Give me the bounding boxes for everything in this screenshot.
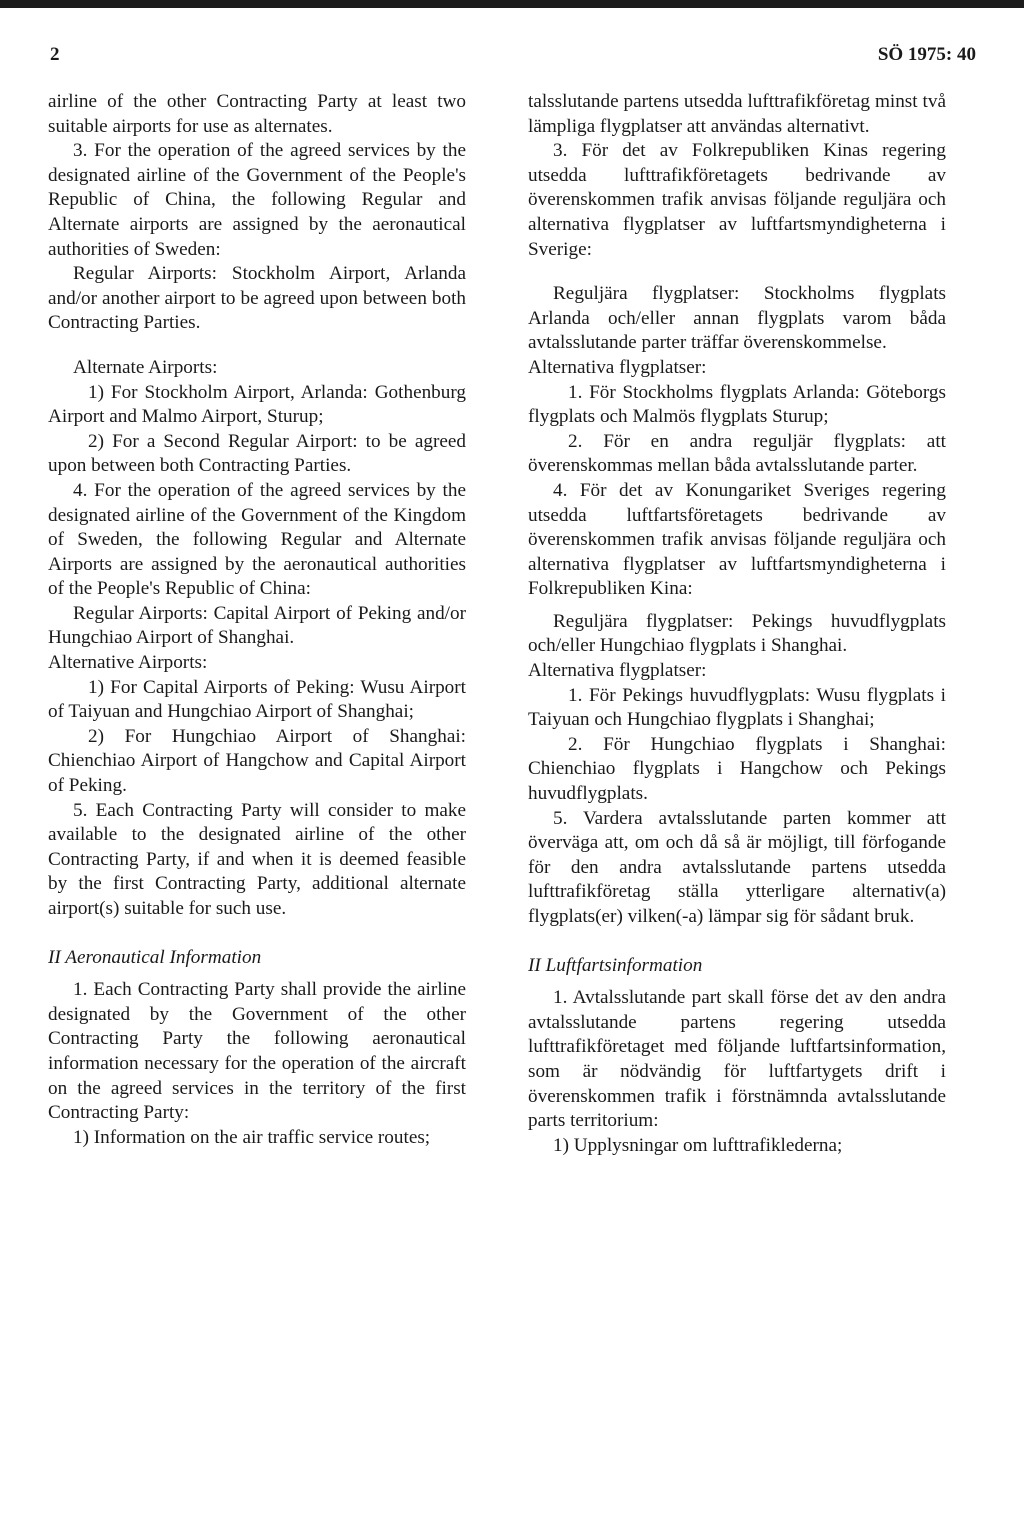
en-section-heading: II Aeronautical Information bbox=[48, 946, 262, 968]
en-section-2-paragraph-1: 1. Each Contracting Party shall provide the airline designated by the Government of the other Contracting Party the following aeronautical information necessary for the operation of the aircraft on the agreed services in the territory of the first Contracting Party: bbox=[48, 979, 466, 1124]
sv-p3-alternative-label: Alternativa flygplatser: bbox=[528, 356, 707, 378]
en-p3-regular-airports: Regular Airports: Stockholm Airport, Arlanda and/or another airport to be agreed upon between both Contracting Parties. bbox=[48, 263, 466, 334]
sv-paragraph-5: 5. Vardera avtalsslutande parten kommer att överväga att, om och då så är möjligt, till förfogande för den andra avtalsslutande partens utsedda lufttrafikföretag ställa ytterligare alternativ(a) flygplats(er) vilken(-a) lämpar sig för sådant bruk. bbox=[528, 807, 946, 927]
page-top-border bbox=[0, 0, 1024, 8]
sv-section-2-item-1: 1) Upplysningar om lufttrafiklederna; bbox=[553, 1134, 843, 1156]
sv-section-heading: II Luftfartsinformation bbox=[528, 954, 703, 976]
en-p4-alternative-1: 1) For Capital Airports of Peking: Wusu Airport of Taiyuan and Hungchiao Airport of Shanghai; bbox=[48, 676, 466, 723]
en-paragraph-3: 3. For the operation of the agreed services by the designated airline of the Government of the People's Republic of China, the following Regular and Alternate airports are assigned by the aeronautical authorities of Sweden: bbox=[48, 140, 466, 260]
sv-intro-paragraph: talsslutande partens utsedda lufttrafikföretag minst två lämpliga flygplatser att användas alternativt. bbox=[528, 91, 946, 137]
en-section-2-item-1: 1) Information on the air traffic service routes; bbox=[73, 1126, 431, 1148]
sv-paragraph-4: 4. För det av Konungariket Sveriges regering utsedda luftfartsföretagets bedrivande av överenskommen trafik anvisas följande reguljära och alternativa flygplatser av luftfartsmyndigheterna i Folkrepubliken Kina: bbox=[528, 479, 946, 600]
sv-section-2-paragraph-1: 1. Avtalsslutande part skall förse det av den andra avtalsslutande partens regering utsedda lufttrafikföretaget med följande luftfartsinformation, som är nödvändig för luftfartygets drift i överenskommen trafik i förstnämnda avtalsslutande parts territorium: bbox=[528, 987, 946, 1132]
sv-p3-alternative-2: 2. För en andra reguljär flygplats: att överenskommas mellan båda avtalsslutande parter. bbox=[528, 430, 946, 477]
document-reference: SÖ 1975: 40 bbox=[877, 44, 976, 65]
en-paragraph-4: 4. For the operation of the agreed services by the designated airline of the Government of the Kingdom of Sweden, the following Regular and Alternate Airports are assigned by the aeronautical authorities of the People's Republic of China: bbox=[48, 479, 466, 600]
en-p3-alternate-2: 2) For a Second Regular Airport: to be agreed upon between both Contracting Parties. bbox=[48, 430, 466, 477]
en-p4-alternative-label: Alternative Airports: bbox=[48, 652, 208, 674]
sv-p4-regular-airports: Reguljära flygplatser: Pekings huvudflygplats och/eller Hungchiao flygplats i Shanghai. bbox=[528, 610, 946, 657]
en-intro-paragraph: airline of the other Contracting Party at least two suitable airports for use as alternates. bbox=[48, 91, 466, 137]
sv-p4-alternative-1: 1. För Pekings huvudflygplats: Wusu flygplats i Taiyuan och Hungchiao flygplats i Shanghai; bbox=[528, 684, 946, 731]
sv-p4-alternative-label: Alternativa flygplatser: bbox=[528, 660, 707, 682]
en-p3-alternate-label: Alternate Airports: bbox=[73, 356, 218, 378]
english-column bbox=[48, 90, 466, 1150]
sv-paragraph-3: 3. För det av Folkrepubliken Kinas regering utsedda lufttrafikföretagets bedrivande av överenskommen trafik anvisas följande reguljära och alternativa flygplatser av luftfartsmyndigheterna i Sverige: bbox=[528, 140, 946, 260]
sv-p3-alternative-1: 1. För Stockholms flygplats Arlanda: Göteborgs flygplats och Malmös flygplats Sturup; bbox=[528, 381, 946, 428]
sv-p3-regular-airports: Reguljära flygplatser: Stockholms flygplats Arlanda och/eller annan flygplats varom båda avtalsslutande parter träffar överenskommelse. bbox=[528, 283, 946, 354]
en-paragraph-5: 5. Each Contracting Party will consider to make available to the designated airline of the other Contracting Party, if and when it is deemed feasible by the first Contracting Party, additional alternate airport(s) suitable for such use. bbox=[48, 799, 466, 919]
en-p4-alternative-2: 2) For Hungchiao Airport of Shanghai: Chienchiao Airport of Hangchow and Capital Airport of Peking. bbox=[48, 725, 466, 797]
sv-p4-alternative-2: 2. För Hungchiao flygplats i Shanghai: Chienchiao flygplats i Hangchow och Pekings huvudflygplats. bbox=[528, 733, 946, 805]
page-number: 2 bbox=[50, 44, 60, 65]
swedish-column bbox=[528, 90, 946, 1158]
en-p4-regular-airports: Regular Airports: Capital Airport of Peking and/or Hungchiao Airport of Shanghai. bbox=[48, 602, 466, 649]
en-p3-alternate-1: 1) For Stockholm Airport, Arlanda: Gothenburg Airport and Malmo Airport, Sturup; bbox=[48, 381, 466, 428]
